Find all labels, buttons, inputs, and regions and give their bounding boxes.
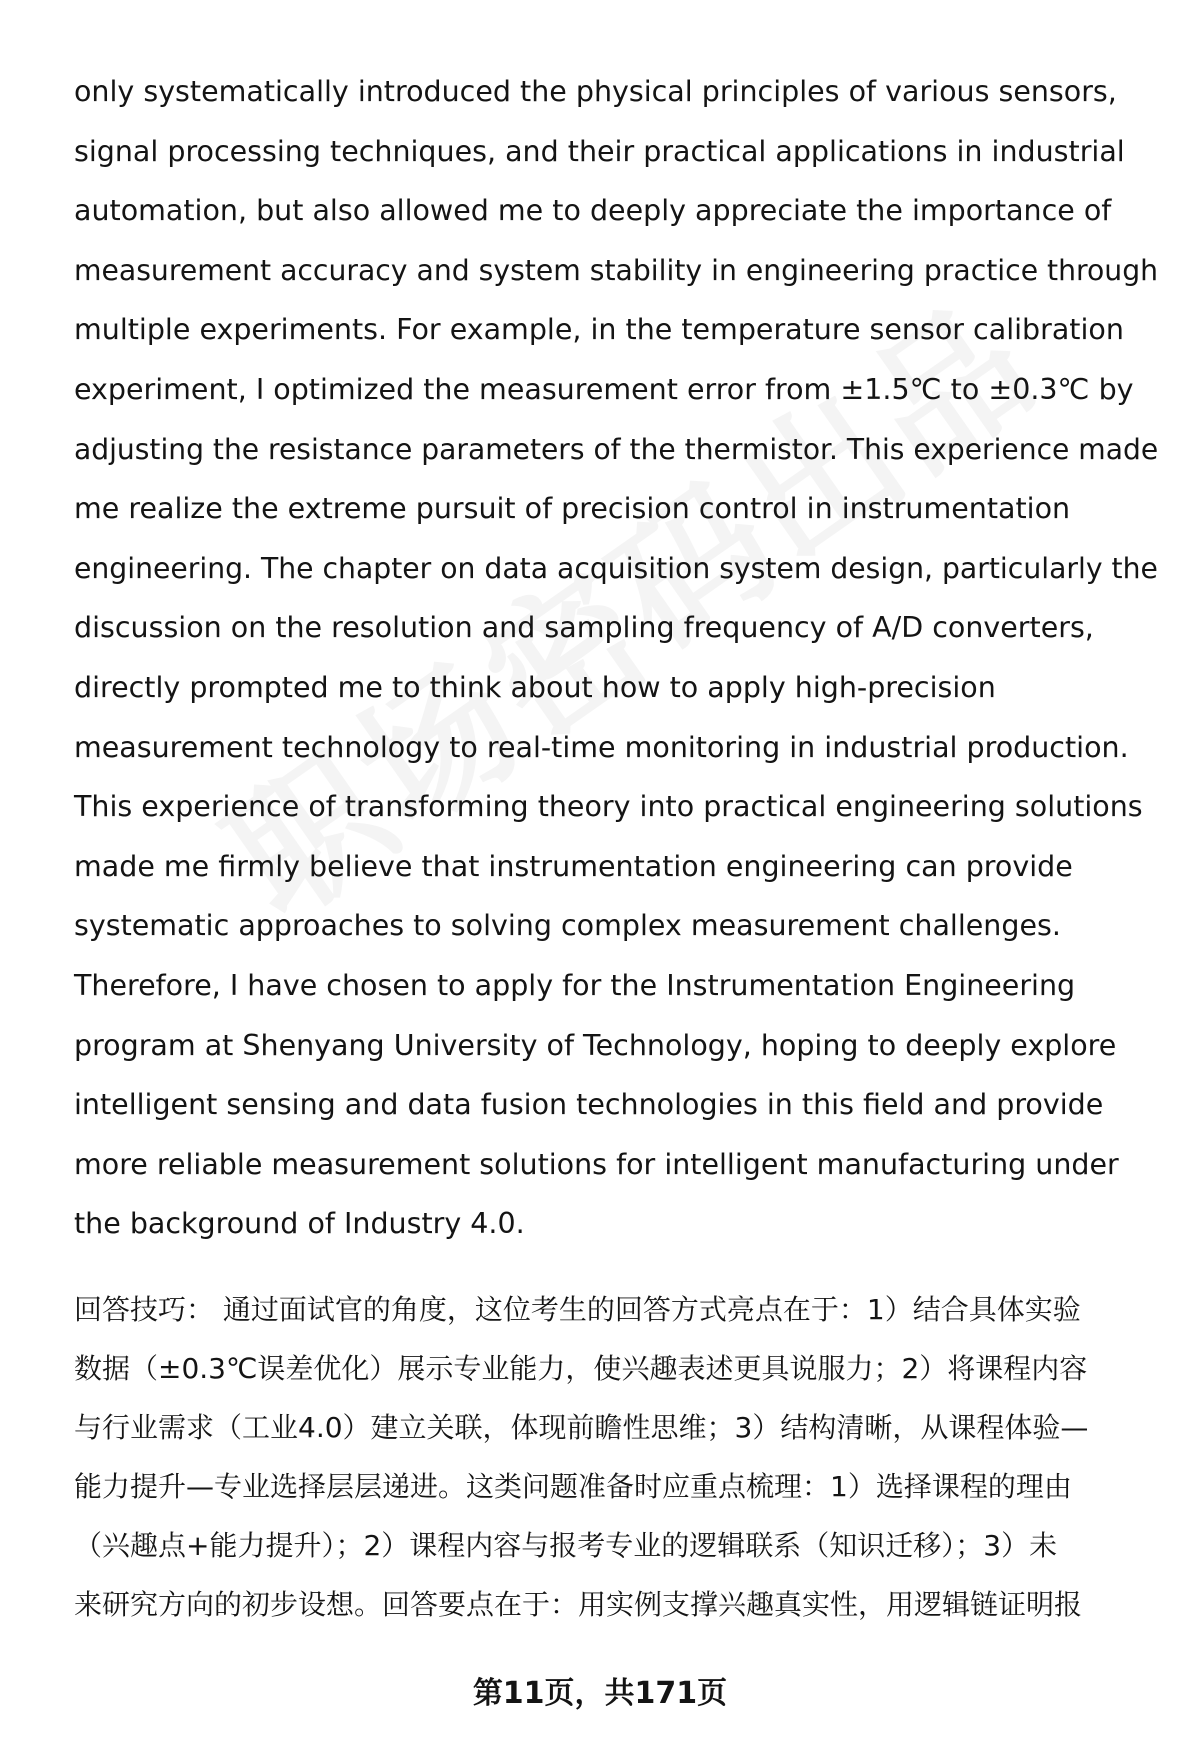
paragraph-line: multiple experiments. For example, in the temperature sensor calibration [74, 313, 1124, 347]
main-paragraph [74, 62, 1164, 1254]
paragraph-line: discussion on the resolution and sampling frequency of A/D converters, [74, 611, 1094, 645]
answer-tips-paragraph [74, 1280, 1164, 1634]
paragraph-line: automation, but also allowed me to deeply appreciate the importance of [74, 194, 1112, 228]
paragraph-line: experiment, I optimized the measurement error from ±1.5℃ to ±0.3℃ by [74, 372, 1134, 406]
paragraph-line: program at Shenyang University of Technology, hoping to deeply explore [74, 1028, 1117, 1062]
paragraph-line: adjusting the resistance parameters of the thermistor. This experience made [74, 432, 1159, 466]
paragraph-line: directly prompted me to think about how to apply high-precision [74, 670, 996, 704]
tips-line: 数据（±0.3℃误差优化）展示专业能力，使兴趣表述更具说服力；2）将课程内容 [74, 1352, 1088, 1385]
paragraph-line: me realize the extreme pursuit of precision control in instrumentation [74, 492, 1071, 526]
paragraph-line: more reliable measurement solutions for intelligent manufacturing under [74, 1147, 1119, 1181]
tips-line: 来研究方向的初步设想。回答要点在于：用实例支撑兴趣真实性，用逻辑链证明报 [74, 1588, 1083, 1621]
page-number: 第11页，共171页 [472, 1676, 728, 1711]
paragraph-line: intelligent sensing and data fusion technologies in this field and provide [74, 1088, 1104, 1122]
paragraph-line: measurement accuracy and system stability in engineering practice through [74, 253, 1159, 287]
tips-line: 与行业需求（工业4.0）建立关联，体现前瞻性思维；3）结构清晰，从课程体验— [74, 1411, 1089, 1444]
paragraph-line: the background of Industry 4.0. [74, 1207, 525, 1241]
paragraph-line: systematic approaches to solving complex measurement challenges. [74, 909, 1061, 943]
paragraph-line: only systematically introduced the physical principles of various sensors, [74, 75, 1117, 108]
paragraph-line: engineering. The chapter on data acquisition system design, particularly the [74, 551, 1158, 585]
paragraph-line: Therefore, I have chosen to apply for the Instrumentation Engineering [74, 968, 1076, 1002]
paragraph-line: This experience of transforming theory into practical engineering solutions [74, 790, 1143, 824]
tips-line: 能力提升—专业选择层层递进。这类问题准备时应重点梳理：1）选择课程的理由 [74, 1470, 1072, 1503]
paragraph-line: measurement technology to real-time monitoring in industrial production. [74, 730, 1129, 764]
paragraph-line: signal processing techniques, and their practical applications in industrial [74, 134, 1125, 168]
tips-line: 回答技巧： 通过面试官的角度，这位考生的回答方式亮点在于：1）结合具体实验 [74, 1293, 1081, 1326]
tips-line: （兴趣点+能力提升）；2）课程内容与报考专业的逻辑联系（知识迁移）；3）未 [74, 1529, 1058, 1562]
paragraph-line: made me firmly believe that instrumentation engineering can provide [74, 849, 1073, 883]
